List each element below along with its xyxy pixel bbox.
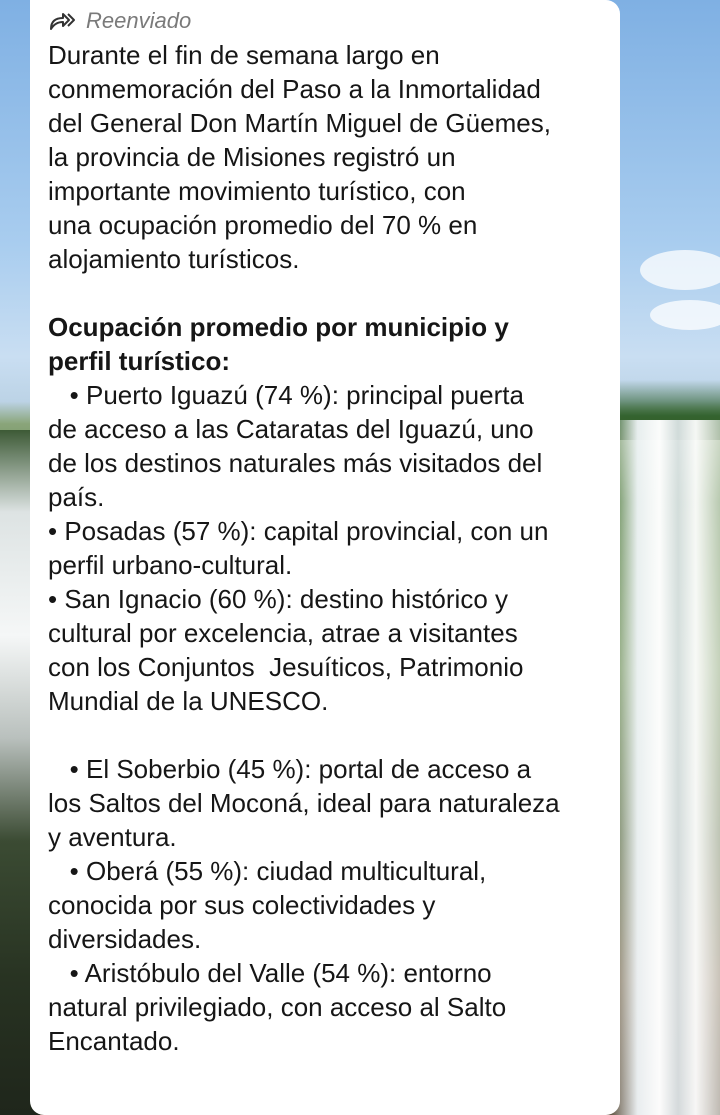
forwarded-label: Reenviado [86,8,192,33]
message-text [48,38,602,1058]
message-line: y aventura. [48,822,177,852]
message-line: importante movimiento turístico, con [48,176,466,206]
message-line: conocida por sus colectividades y [48,890,436,920]
message-line: Encantado. [48,1026,180,1056]
wallpaper-waterfall-right [610,420,720,1115]
message-line: natural privilegiado, con acceso al Salto [48,992,507,1022]
message-line: • Puerto Iguazú (74 %): principal puerta [48,380,524,410]
message-line: diversidades. [48,924,202,954]
forward-icon [48,10,78,32]
message-line: alojamiento turísticos. [48,244,300,274]
message-bubble[interactable] [30,0,620,1115]
message-line [48,276,602,310]
wallpaper-cloud [640,250,720,290]
forwarded-indicator [48,4,602,38]
message-line: de los destinos naturales más visitados del [48,448,543,478]
message-line: cultural por excelencia, atrae a visitantes [48,618,518,648]
message-line: la provincia de Misiones registró un [48,142,456,172]
message-line: conmemoración del Paso a la Inmortalidad [48,74,541,104]
message-heading-line: perfil turístico: [48,346,231,376]
message-line: los Saltos del Moconá, ideal para naturaleza [48,788,560,818]
message-line: con los Conjuntos Jesuíticos, Patrimonio [48,652,524,682]
message-line: perfil urbano-cultural. [48,550,293,580]
message-line: Mundial de la UNESCO. [48,686,329,716]
message-line: • El Soberbio (45 %): portal de acceso a [48,754,532,784]
message-line: • San Ignacio (60 %): destino histórico y [48,584,509,614]
message-line: una ocupación promedio del 70 % en [48,210,478,240]
message-line: Durante el fin de semana largo en [48,40,440,70]
message-line: de acceso a las Cataratas del Iguazú, uno [48,414,534,444]
message-heading-line: Ocupación promedio por municipio y [48,312,509,342]
wallpaper-cloud [650,300,720,330]
message-line [48,718,602,752]
message-line: • Posadas (57 %): capital provincial, con un [48,516,549,546]
message-line: • Oberá (55 %): ciudad multicultural, [48,856,487,886]
message-line: • Aristóbulo del Valle (54 %): entorno [48,958,492,988]
message-line: país. [48,482,105,512]
message-line: del General Don Martín Miguel de Güemes, [48,108,551,138]
